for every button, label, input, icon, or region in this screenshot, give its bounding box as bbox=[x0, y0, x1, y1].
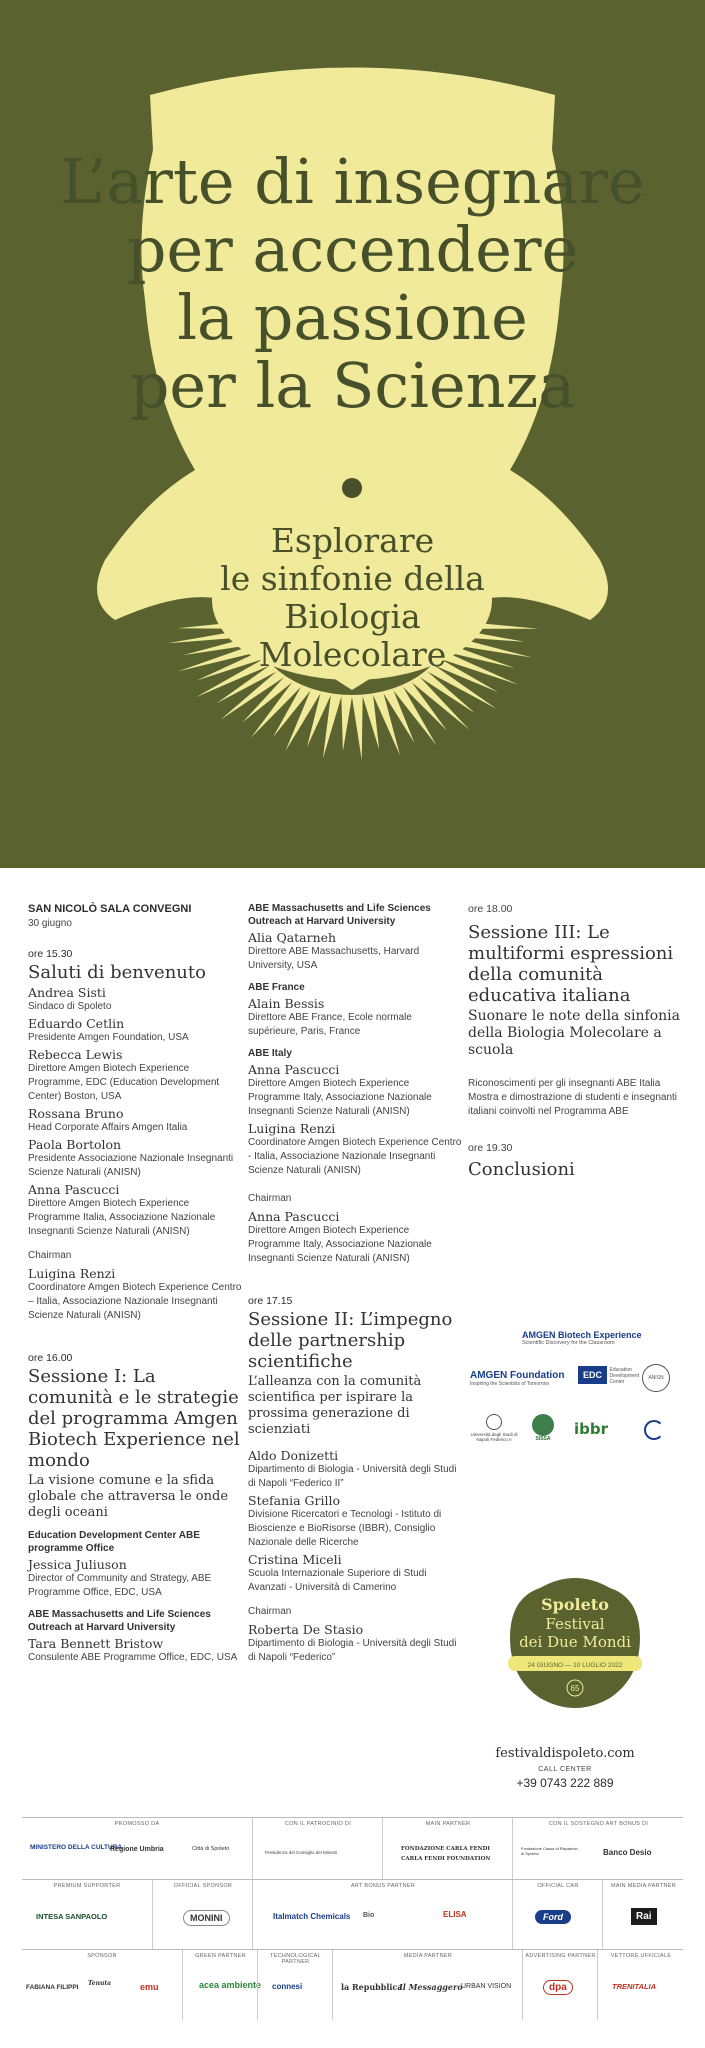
time: ore 19.30 bbox=[468, 1142, 513, 1154]
sponsor-logo: la Repubblica bbox=[341, 1982, 403, 1992]
speaker-name: Cristina Miceli bbox=[248, 1552, 342, 1568]
sponsor-logo: Tenuta bbox=[88, 1980, 111, 1987]
sponsor-group: SPONSOR FABIANA FILIPPI Tenuta emu bbox=[26, 1953, 159, 1992]
program-column-2 bbox=[248, 902, 463, 1665]
speaker-name: Rossana Bruno bbox=[28, 1106, 124, 1122]
time: ore 15.30 bbox=[28, 947, 73, 960]
speaker-name: Luigina Renzi bbox=[248, 1121, 336, 1136]
sponsor-logo: Città di Spoleto bbox=[192, 1846, 230, 1852]
festival-name-line: Festival bbox=[545, 1615, 605, 1633]
sponsor-logo: URBAN VISION bbox=[461, 1983, 512, 1990]
speaker-role: Direttore Amgen Biotech Experience Programme, EDC (Education Development Center) Boston, USA bbox=[28, 1063, 220, 1103]
anisn-seal-icon: ANISN bbox=[642, 1364, 670, 1392]
org-title: Education Development Center ABE programme Office bbox=[28, 1530, 200, 1555]
org-title: ABE Massachusetts and Life Sciences Outreach at Harvard University bbox=[28, 1609, 211, 1634]
university-logo: Università degli Studi di Napoli Federico II bbox=[470, 1414, 518, 1442]
program-column-1 bbox=[28, 902, 243, 1665]
sponsor-logo: Regione Umbria bbox=[110, 1846, 164, 1853]
conclusion-title: Conclusioni bbox=[468, 1159, 575, 1180]
subtitle-line: Esplorare bbox=[270, 521, 435, 560]
sponsor-logo: Italmatch Chemicals bbox=[273, 1912, 351, 1921]
session-subtitle: L’alleanza con la comunità scientifica per ispirare la prossima generazione di scienziati bbox=[248, 1374, 422, 1438]
chair-label: Chairman bbox=[28, 1250, 72, 1262]
speaker-role: Scuola Internazionale Superiore di Studi Avanzati - Università di Camerino bbox=[248, 1568, 427, 1594]
sponsor-logo: Bio bbox=[363, 1912, 375, 1919]
sponsor-logo: dpa bbox=[543, 1980, 573, 1995]
sponsor-logo: Il Messaggero bbox=[399, 1982, 463, 1992]
sponsor-logo: Fondazione Cassa di Risparmio di Spoleto bbox=[521, 1846, 578, 1856]
festival-name-line: Spoleto bbox=[541, 1595, 609, 1614]
time: ore 17.15 bbox=[248, 1294, 293, 1307]
sponsor-logo: MONINI bbox=[183, 1910, 230, 1926]
title-line: per accendere bbox=[126, 213, 579, 286]
sponsor-group: OFFICIAL SPONSOR MONINI bbox=[152, 1880, 253, 1950]
speaker-name: Jessica Juliuson bbox=[28, 1557, 127, 1573]
sponsor-group: ADVERTISING PARTNER dpa bbox=[522, 1950, 598, 2020]
hero-shape bbox=[0, 0, 705, 868]
subtitle-line: Biologia bbox=[284, 597, 421, 636]
sponsor-logo: Presidenza del Consiglio dei Ministri bbox=[265, 1850, 338, 1855]
sponsor-group: CON IL SOSTEGNO ART BONUS DI Fondazione Cassa di Risparmio di Spoleto Banco Desio bbox=[512, 1818, 684, 1880]
sun-ray bbox=[341, 695, 352, 752]
speaker-name: Paola Bortolon bbox=[28, 1137, 122, 1153]
sponsor-logo: acea ambiente bbox=[199, 1980, 262, 1990]
speaker-name: Alia Qatarneh bbox=[248, 930, 337, 945]
title-line: per la Scienza bbox=[129, 349, 576, 422]
subtitle-line: le sinfonie della bbox=[220, 559, 485, 598]
chair-role: Direttore Amgen Biotech Experience Programme Italy, Associazione Nazionale Insegnanti Scienze Naturali (ANISN) bbox=[248, 1224, 432, 1264]
sponsor-logo: ELISA bbox=[443, 1910, 467, 1919]
festival-badge bbox=[500, 1568, 650, 1718]
session-title: Sessione III: Le multiformi espressioni della comunità educativa italiana bbox=[468, 922, 674, 1006]
info-text: Mostra e dimostrazione di studenti e insegnanti italiani coinvolti nel Programma ABE bbox=[468, 1092, 678, 1117]
hero-banner bbox=[0, 0, 705, 868]
sponsor-logo: emu bbox=[140, 1982, 159, 1992]
speaker-name: Aldo Donizetti bbox=[248, 1448, 339, 1464]
sponsor-group: MAIN MEDIA PARTNER Rai bbox=[602, 1880, 684, 1950]
chair-role: Dipartimento di Biologia - Università degli Studi di Napoli “Federico” bbox=[248, 1637, 457, 1663]
subtitle-line: Molecolare bbox=[258, 635, 447, 674]
sponsor-group: MEDIA PARTNER la Repubblica Il Messaggero URBAN VISION bbox=[332, 1950, 523, 2020]
session-title: Sessione II: L’impegno delle partnership scientifiche bbox=[248, 1309, 453, 1373]
speaker-role: Direttore ABE France, Ecole normale supérieure, Paris, France bbox=[248, 1012, 412, 1037]
sponsor-logo: connesi bbox=[272, 1982, 303, 1991]
sponsor-logo: FONDAZIONE CARLA FENDI bbox=[401, 1846, 491, 1852]
org-title: ABE Italy bbox=[248, 1048, 292, 1059]
info-text: Riconoscimenti per gli insegnanti ABE Italia bbox=[468, 1078, 661, 1089]
sissa-logo: SISSA bbox=[530, 1414, 556, 1442]
session-subtitle: Suonare le note della sinfonia della Biologia Molecolare a scuola bbox=[468, 1008, 680, 1058]
speaker-name: Tara Bennett Bristow bbox=[28, 1636, 164, 1652]
session-title: Saluti di benvenuto bbox=[28, 962, 206, 984]
speaker-role: Director of Community and Strategy, ABE Programme Office, EDC, USA bbox=[28, 1573, 212, 1599]
sponsor-logo: MINISTERO DELLA CULTURA bbox=[30, 1844, 123, 1851]
venue: SAN NICOLÒ SALA CONVEGNI bbox=[28, 903, 192, 915]
amgen-abe-logo: AMGEN Biotech Experience Scientific Discovery for the Classroom bbox=[522, 1330, 642, 1346]
date: 30 giugno bbox=[28, 917, 72, 929]
sun-ray bbox=[352, 695, 363, 760]
sponsor-group: VETTORE UFFICIALE TRENITALIA bbox=[597, 1950, 684, 2020]
program-column-3 bbox=[468, 902, 683, 1180]
title-line: L’arte di insegnare bbox=[60, 145, 645, 218]
sponsor-logo: INTESA SANPAOLO bbox=[36, 1912, 108, 1921]
sponsor-group: ART BONUS PARTNER Italmatch Chemicals Bio ELISA bbox=[252, 1880, 513, 1950]
ibbr-logo: ibbr bbox=[574, 1420, 609, 1438]
phone-number[interactable]: +39 0743 222 889 bbox=[516, 1776, 614, 1790]
sponsor-group: TECHNOLOGICAL PARTNER connesi bbox=[257, 1950, 333, 2020]
sponsor-group: MAIN PARTNER FONDAZIONE CARLA FENDI CARLA FENDI FOUNDATION bbox=[382, 1818, 513, 1880]
chair-name: Roberta De Stasio bbox=[248, 1621, 364, 1637]
speaker-name: Anna Pascucci bbox=[248, 1062, 340, 1077]
org-title: ABE France bbox=[248, 982, 305, 993]
call-center-label: CALL CENTER bbox=[538, 1766, 592, 1773]
sponsor-row bbox=[22, 1879, 683, 1950]
sponsor-logo: FABIANA FILIPPI bbox=[26, 1984, 79, 1991]
speaker-name: Alain Bessis bbox=[248, 996, 325, 1011]
amgen-foundation-logo: AMGEN Foundation Inspiring the Scientists of Tomorrow bbox=[470, 1370, 565, 1387]
speaker-role: Coordinatore Amgen Biotech Experience Centro - Italia, Associazione Nazionale Insegnanti Scienze Naturali (ANISN) bbox=[248, 1137, 462, 1176]
cnr-icon bbox=[644, 1420, 664, 1440]
speaker-role: Direttore Amgen Biotech Experience Programme Italia, Associazione Nazionale Insegnanti Scienze Naturali (ANISN) bbox=[28, 1198, 216, 1238]
title-line: la passione bbox=[177, 281, 528, 354]
sponsor-group: PROMOSSO DA MINISTERO DELLA CULTURA Regione Umbria Città di Spoleto bbox=[30, 1821, 230, 1853]
hero-subtitle bbox=[0, 522, 705, 674]
festival-url[interactable]: festivaldispoleto.com bbox=[495, 1746, 635, 1761]
sponsor-logo: CARLA FENDI FOUNDATION bbox=[401, 1856, 491, 1862]
sponsor-group: GREEN PARTNER acea ambiente bbox=[182, 1950, 258, 2020]
festival-dates: 24 GIUGNO — 10 LUGLIO 2022 bbox=[527, 1662, 623, 1669]
speaker-role: Consulente ABE Programme Office, EDC, USA bbox=[28, 1652, 238, 1664]
speaker-role: Presidente Amgen Foundation, USA bbox=[28, 1032, 189, 1044]
sponsor-group: CON IL PATROCINIO DI Presidenza del Consiglio dei Ministri bbox=[252, 1818, 383, 1880]
speaker-role: Direttore ABE Massachusetts, Harvard University, USA bbox=[248, 946, 420, 971]
sponsor-logo: Ford bbox=[535, 1910, 571, 1924]
speaker-name: Andrea Sisti bbox=[28, 985, 106, 1001]
chair-name: Luigina Renzi bbox=[28, 1265, 116, 1281]
sponsor-logo: Rai bbox=[631, 1908, 657, 1925]
speaker-name: Eduardo Cetlin bbox=[28, 1016, 125, 1032]
speaker-name: Stefania Grillo bbox=[248, 1493, 341, 1509]
sponsor-group: OFFICIAL CAR Ford bbox=[512, 1880, 603, 1950]
speaker-role: Divisione Ricercatori e Tecnologi - Istituto di Bioscienze e BioRisorse (IBBR), Consiglio Nazionale delle Ricerche bbox=[248, 1509, 442, 1549]
chair-label: Chairman bbox=[248, 1193, 292, 1204]
time: ore 16.00 bbox=[28, 1351, 73, 1364]
time: ore 18.00 bbox=[468, 903, 513, 915]
sponsor-row bbox=[22, 1817, 683, 1880]
partner-logos bbox=[470, 1322, 670, 1452]
edc-logo: EDC Education Development Center bbox=[578, 1366, 650, 1385]
session-title: Sessione I: La comunità e le strategie del programma Amgen Biotech Experience nel mondo bbox=[28, 1366, 240, 1472]
chair-name: Anna Pascucci bbox=[248, 1208, 340, 1224]
festival-edition: 65 bbox=[570, 1684, 580, 1693]
speaker-role: Sindaco di Spoleto bbox=[28, 1001, 112, 1013]
festival-name-line: dei Due Mondi bbox=[519, 1633, 631, 1651]
speaker-name: Anna Pascucci bbox=[28, 1182, 120, 1198]
speaker-role: Presidente Associazione Nazionale Insegnanti Scienze Naturali (ANISN) bbox=[28, 1153, 234, 1179]
chair-label: Chairman bbox=[248, 1606, 292, 1618]
sponsor-row bbox=[22, 1949, 683, 2020]
speaker-list bbox=[28, 985, 243, 1239]
session-subtitle: La visione comune e la sfida globale che attraversa le onde degli oceani bbox=[28, 1473, 229, 1521]
speaker-role: Dipartimento di Biologia - Università degli Studi di Napoli “Federico II” bbox=[248, 1464, 457, 1490]
speaker-name: Rebecca Lewis bbox=[28, 1047, 123, 1063]
sponsor-logo: TRENITALIA bbox=[612, 1982, 657, 1991]
org-title: ABE Massachusetts and Life Sciences Outreach at Harvard University bbox=[248, 903, 431, 927]
sponsor-strip bbox=[22, 1817, 683, 2027]
center-dot bbox=[342, 478, 362, 498]
speaker-role: Head Corporate Affairs Amgen Italia bbox=[28, 1122, 188, 1134]
speaker-role: Direttore Amgen Biotech Experience Programme Italy, Associazione Nazionale Insegnanti Scienze Naturali (ANISN) bbox=[248, 1078, 432, 1117]
hero-title bbox=[0, 145, 705, 422]
sponsor-logo: Banco Desio bbox=[603, 1848, 652, 1857]
sponsor-group: PREMIUM SUPPORTER INTESA SANPAOLO bbox=[36, 1883, 121, 1921]
chair-role: Coordinatore Amgen Biotech Experience Centro – Italia, Associazione Nazionale Insegnanti Scienze Naturali (ANISN) bbox=[28, 1281, 242, 1321]
